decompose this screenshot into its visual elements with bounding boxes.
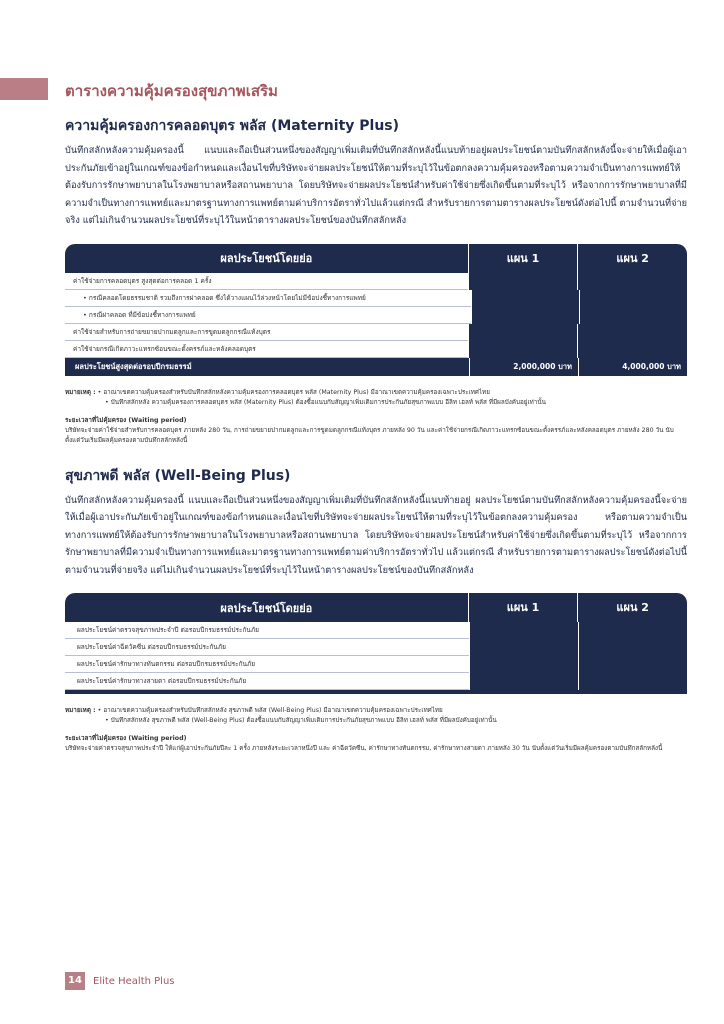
summary-plan-1: 2,000,000 บาท [469, 358, 578, 376]
note-lead: หมายเหตุ : [65, 388, 96, 396]
row-plan-1 [471, 307, 579, 324]
table-row [65, 656, 687, 673]
header-benefit: ผลประโยชน์โดยย่อ [220, 252, 313, 265]
table-row [65, 639, 687, 656]
brand-name: Elite Health Plus [93, 975, 175, 987]
row-plan-1 [469, 639, 578, 656]
header-plan-2: แผน 2 [577, 244, 687, 273]
note-item: • อาณาเขตความคุ้มครองสำหรับบันทึกสลักหลัง สุขภาพดี พลัส (Well-Being Plus) มีอาณาเขตความคุ้มครองเฉพาะประเทศไทย [98, 707, 443, 714]
waiting-period-text: บริษัทจะจ่ายค่าใช้จ่ายสำหรับการคลอดบุตร ภายหลัง 280 วัน, การถ่ายขยายปากมดลูกและการขูดมดลูกกรณีแท้งบุตร ภายหลัง 90 วัน และค่าใช้จ่ายกรณีเกิดภาวะแทรกซ้อนขณะตั้งครรภ์และหลังคลอดบุตร ภายหลัง 280 วัน นับตั้งแต่วันเริ่มมีผลคุ้มครองตามบันทึกสลักหลังนี้ [65, 426, 674, 444]
maternity-section [65, 116, 687, 446]
header-plan-1: แผน 1 [468, 593, 578, 622]
note-item: • อาณาเขตความคุ้มครองสำหรับบันทึกสลักหลังความคุ้มครองการคลอดบุตร พลัส (Maternity Plus) มีอาณาเขตความคุ้มครองเฉพาะประเทศไทย [98, 389, 490, 396]
row-plan-2 [579, 290, 687, 307]
page-footer [65, 972, 175, 990]
table-summary-row [65, 358, 687, 376]
row-label: ค่าใช้จ่ายการคลอดบุตร สูงสุดต่อการคลอด 1 ครั้ง [65, 273, 468, 290]
row-label: ผลประโยชน์ค่ารักษาทางทันตกรรม ต่อรอบปีกรมธรรม์ประกันภัย [65, 656, 469, 673]
row-plan-1 [468, 273, 578, 290]
row-label: • กรณีคลอดโดยธรรมชาติ รวมถึงการผ่าคลอด ซึ่งได้วางแผนไว้ล่วงหน้าโดยไม่มีข้อบ่งชี้ทางการแพทย์ [65, 290, 471, 307]
table-header [65, 244, 687, 273]
row-plan-2 [577, 324, 687, 341]
maternity-table [65, 244, 687, 376]
row-plan-1 [468, 341, 578, 358]
row-label: • กรณีผ่าคลอด ที่มีข้อบ่งชี้ทางการแพทย์ [65, 307, 471, 324]
row-label: ผลประโยชน์ค่าตรวจสุขภาพประจำปี ต่อรอบปีกรมธรรม์ประกันภัย [65, 622, 469, 639]
row-plan-2 [577, 341, 687, 358]
main-title: ตารางความคุ้มครองสุขภาพเสริม [65, 82, 278, 100]
row-plan-1 [469, 673, 578, 690]
row-label: ผลประโยชน์ค่ารักษาทางสายตา ต่อรอบปีกรมธรรม์ประกันภัย [65, 673, 469, 690]
row-plan-1 [469, 622, 578, 639]
wellbeing-notes [65, 706, 687, 726]
table-row [65, 324, 687, 341]
table-row [65, 622, 687, 639]
row-plan-1 [468, 324, 578, 341]
note-item: • บันทึกสลักหลัง ความคุ้มครองการคลอดบุตร พลัส (Maternity Plus) ต้องซื้อแนบกับสัญญาเพิ่มเติมการประกันภัยสุขภาพแบบ อีลิท เฮลท์ พลัส ที่มีผลบังคับอยู่เท่านั้น [105, 399, 546, 406]
maternity-paragraph: บันทึกสลักหลังความคุ้มครองนี้ แนบและถือเป็นส่วนหนึ่งของสัญญาเพิ่มเติมที่บันทึกสลักหลังนี้แนบท้ายอยู่ผลประโยชน์ตามบันทึกสลักหลังนี้จะจ่ายให้เมื่อผู้เอาประกันภัยเข้าอยู่ในเกณฑ์ของข้อกำหนดและเงื่อนไขที่บริษัทจะจ่ายผลประโยชน์ให้ตามที่ระบุไว้ในข้อตกลงความคุ้มครองหรือตามความจำเป็นทางการแพทย์ให้ต้องรับการรักษาพยาบาลในโรงพยาบาลหรือสถานพยาบาล โดยบริษัทจะจ่ายผลประโยชน์สำหรับค่าใช้จ่ายซึ่งเกิดขึ้นตามที่ระบุไว้ หรือจากการรักษาพยาบาลที่มีความจำเป็นทางการแพทย์และมาตรฐานทางการแพทย์ตามค่าบริการอัตราทั่วไปแล้วแต่กรณี สำหรับรายการตามตารางผลประโยชน์ดังต่อไปนี้ ตามจำนวนที่จ่ายจริง แต่ไม่เกินจำนวนผลประโยชน์ที่ระบุไว้ในหน้าตารางผลประโยชน์ของบันทึกสลักหลัง [65, 145, 687, 226]
summary-label: ผลประโยชน์สูงสุดต่อรอบปีกรมธรรม์ [75, 361, 192, 371]
table-row [65, 273, 687, 290]
row-plan-2 [579, 307, 687, 324]
maternity-waiting-period [65, 416, 687, 446]
table-footer-bar [65, 690, 687, 694]
wellbeing-waiting-period [65, 734, 687, 754]
maternity-notes [65, 388, 687, 408]
header-plan-2: แผน 2 [577, 593, 687, 622]
row-plan-2 [578, 673, 687, 690]
table-row [65, 307, 687, 324]
header-plan-1: แผน 1 [468, 244, 578, 273]
note-item: • บันทึกสลักหลัง สุขภาพดี พลัส (Well-Being Plus) ต้องซื้อแนบกับสัญญาเพิ่มเติมการประกันภัยสุขภาพแบบ อีลิท เฮลท์ พลัส ที่มีผลบังคับอยู่เท่านั้น [105, 717, 497, 724]
row-label: ค่าใช้จ่ายกรณีเกิดภาวะแทรกซ้อนขณะตั้งครรภ์และหลังคลอดบุตร [65, 341, 468, 358]
row-plan-1 [469, 656, 578, 673]
row-plan-2 [578, 639, 687, 656]
wellbeing-title: สุขภาพดี พลัส (Well-Being Plus) [65, 467, 291, 484]
table-row [65, 290, 687, 307]
row-plan-1 [471, 290, 579, 307]
row-label: ค่าใช้จ่ายสำหรับการถ่ายขยายปากมดลูกและการขูดมดลูกกรณีแท้งบุตร [65, 324, 468, 341]
table-header [65, 593, 687, 622]
page-number: 14 [65, 972, 85, 990]
wellbeing-table [65, 593, 687, 694]
waiting-period-title: ระยะเวลาที่ไม่คุ้มครอง (Waiting period) [65, 416, 187, 424]
note-lead: หมายเหตุ : [65, 707, 96, 714]
row-plan-2 [578, 622, 687, 639]
maternity-title: ความคุ้มครองการคลอดบุตร พลัส (Maternity Plus) [65, 118, 400, 134]
waiting-period-text: บริษัทจะจ่ายค่าตรวจสุขภาพประจำปี ให้แก่ผู้เอาประกันภัยปีละ 1 ครั้ง ภายหลังระยะเวลาหนึ่งปี และ ค่าฉีดวัคซีน, ค่ารักษาทางทันตกรรม, ค่ารักษาทางสายตา ภายหลัง 30 วัน นับตั้งแต่วันเริ่มมีผลคุ้มครองตามบันทึกสลักหลังนี้ [65, 745, 663, 752]
row-plan-2 [578, 656, 687, 673]
page-content [65, 80, 687, 754]
row-plan-2 [577, 273, 687, 290]
table-row [65, 341, 687, 358]
waiting-period-title: ระยะเวลาที่ไม่คุ้มครอง (Waiting period) [65, 735, 187, 742]
wellbeing-paragraph: บันทึกสลักหลังความคุ้มครองนี้ แนบและถือเป็นส่วนหนึ่งของสัญญาเพิ่มเติมที่บันทึกสลักหลังนี้แนบท้ายอยู่ ผลประโยชน์ตามบันทึกสลักหลังความคุ้มครองนี้จะจ่ายให้เมื่อผู้เอาประกันภัยเข้าอยู่ในเกณฑ์ของข้อกำหนดและเงื่อนไขที่บริษัทจะจ่ายผลประโยชน์ให้ตามที่ระบุไว้ในข้อตกลงความคุ้มครอง หรือตามความจำเป็นทางการแพทย์ให้ต้องรับการรักษาพยาบาลในโรงพยาบาลหรือสถานพยาบาล โดยบริษัทจะจ่ายผลประโยชน์สำหรับค่าใช้จ่ายซึ่งเกิดขึ้นตามที่ระบุไว้ หรือจากการรักษาพยาบาลที่มีความจำเป็นทางการแพทย์และมาตรฐานทางการแพทย์ตามค่าบริการอัตราทั่วไป แล้วแต่กรณี สำหรับรายการตามตารางผลประโยชน์ดังต่อไปนี้ ตามจำนวนที่จ่ายจริง แต่ไม่เกินจำนวนผลประโยชน์ที่ระบุไว้ในหน้าตารางผลประโยชน์ของบันทึกสลักหลัง [65, 494, 687, 576]
wellbeing-section [65, 466, 687, 755]
header-benefit: ผลประโยชน์โดยย่อ [220, 601, 313, 615]
row-label: ผลประโยชน์ค่าฉีดวัคซีน ต่อรอบปีกรมธรรม์ประกันภัย [65, 639, 469, 656]
table-row [65, 673, 687, 690]
summary-plan-2: 4,000,000 บาท [578, 358, 687, 376]
side-tab-marker [0, 78, 48, 100]
